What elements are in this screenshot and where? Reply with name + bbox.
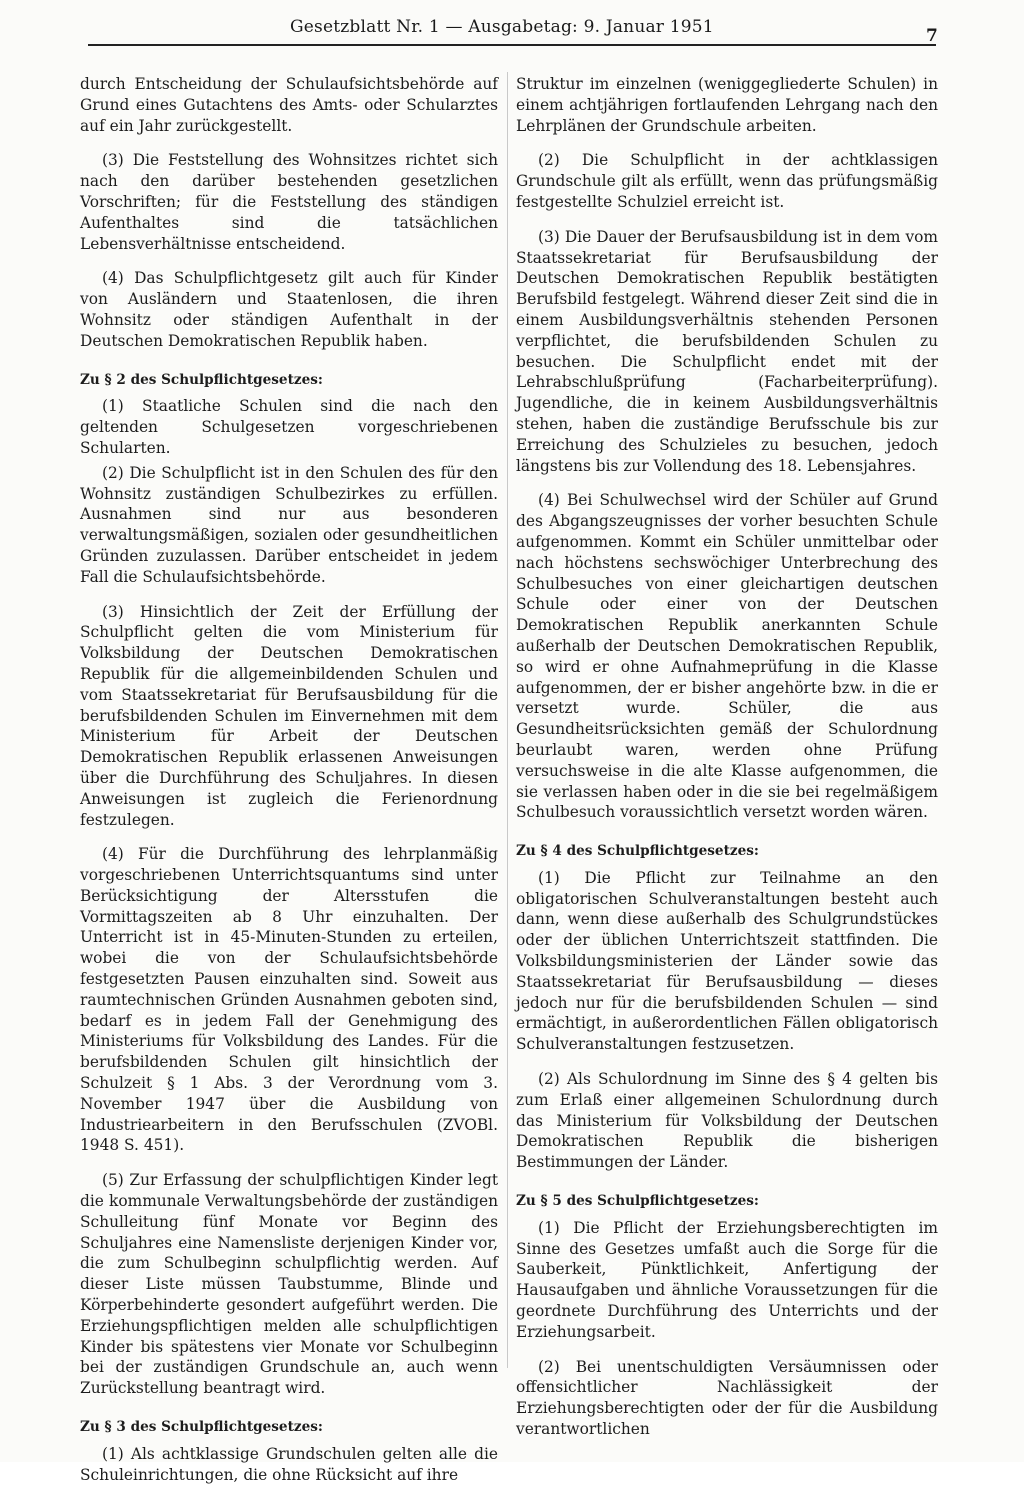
paragraph-continuation: durch Entscheidung der Schulaufsichtsbehörde auf Grund eines Gutachtens des Amts- oder Schularztes auf ein Jahr zurückgestellt. bbox=[80, 75, 498, 135]
paragraph: (2) Bei unentschuldigten Versäumnissen oder offensichtlicher Nachlässigkeit der Erziehungsberechtigten oder der für die Ausbildung verantwortlichen bbox=[516, 1357, 938, 1439]
column-divider bbox=[507, 72, 508, 1368]
paragraph: (3) Die Dauer der Berufsausbildung ist in dem vom Staatssekretariat für Berufsausbildung der Deutschen Demokratischen Republik bestätigten Berufsbild festgelegt. Während dieser Zeit sind die in einem Ausbildungsverhältnis stehenden Personen verpflichtet, die berufsbildenden Schulen zu besuchen. Die Schulpflicht endet mit der Lehrabschlußprüfung (Facharbeiterprüfung). Jugendliche, die in keinem Ausbildungsverhältnis stehen, haben die zuständige Berufsschule bis zur Erreichung des Schulzieles zu besuchen, jedoch längstens bis zur Vollendung des 18. Lebensjahres. bbox=[516, 227, 938, 475]
paragraph: (5) Zur Erfassung der schulpflichtigen Kinder legt die kommunale Verwaltungsbehörde der zuständigen Schulleitung fünf Monate vor Beginn des Schuljahres eine Namensliste derjenigen Kinder vor, die zum Schulbeginn schulpflichtig werden. Auf dieser Liste müssen Taubstumme, Blinde und Körperbehinderte gesondert aufgeführt werden. Die Erziehungspflichtigen melden alle schulpflichtigen Kinder bis spätestens vier Monate vor Schulbeginn bei der zuständigen Grundschule an, auch wenn Zurückstellung beantragt wird. bbox=[80, 1171, 498, 1398]
left-column bbox=[80, 74, 498, 1499]
section-heading: Zu § 2 des Schulpflichtgesetzes: bbox=[80, 371, 323, 388]
paragraph: (3) Die Feststellung des Wohnsitzes richtet sich nach den darüber bestehenden gesetzlichen Vorschriften; für die Feststellung des ständigen Aufenthaltes sind die tatsächlichen Lebensverhältnisse entscheidend. bbox=[80, 151, 498, 253]
paragraph-continuation: Struktur im einzelnen (weniggegliederte Schulen) in einem achtjährigen fortlaufenden Lehrgang nach den Lehrplänen der Grundschule arbeiten. bbox=[516, 75, 938, 135]
section-heading: Zu § 4 des Schulpflichtgesetzes: bbox=[516, 843, 759, 860]
paragraph: (2) Als Schulordnung im Sinne des § 4 gelten bis zum Erlaß einer allgemeinen Schulordnung durch das Ministerium für Volksbildung der Deutschen Demokratischen Republik die bisherigen Bestimmungen der Länder. bbox=[516, 1070, 938, 1172]
right-column bbox=[516, 74, 938, 1454]
section-heading: Zu § 3 des Schulpflichtgesetzes: bbox=[80, 1419, 323, 1436]
paragraph: (1) Die Pflicht zur Teilnahme an den obligatorischen Schulveranstaltungen besteht auch dann, wenn diese außerhalb des Schulgrundstückes oder der üblichen Unterrichtszeit stattfinden. Die Volksbildungsministerien der Länder sowie das Staatssekretariat für Berufsausbildung — dieses jedoch nur für die berufsbildenden Schulen — sind ermächtigt, in außerordentlichen Fällen obligatorisch Schulveranstaltungen festzusetzen. bbox=[516, 868, 938, 1054]
paragraph: (1) Staatliche Schulen sind die nach den geltenden Schulgesetzen vorgeschriebenen Schularten. bbox=[80, 397, 498, 457]
page-header: Gesetzblatt Nr. 1 — Ausgabetag: 9. Januar 1951 bbox=[290, 17, 714, 37]
paragraph: (3) Hinsichtlich der Zeit der Erfüllung der Schulpflicht gelten die vom Ministerium für Volksbildung der Deutschen Demokratischen Republik für die allgemeinbildenden Schulen und vom Staatssekretariat für Berufsausbildung für die berufsbildenden Schulen im Einvernehmen mit dem Ministerium für Arbeit der Deutschen Demokratischen Republik erlassenen Anweisungen über die Durchführung des Schuljahres. In diesen Anweisungen ist zugleich die Ferienordnung festzulegen. bbox=[80, 602, 498, 829]
paragraph: (1) Als achtklassige Grundschulen gelten alle die Schuleinrichtungen, die ohne Rücksicht auf ihre bbox=[80, 1444, 498, 1484]
paragraph: (2) Die Schulpflicht ist in den Schulen des für den Wohnsitz zuständigen Schulbezirkes zu erfüllen. Ausnahmen sind nur aus besonderen verwaltungsmäßigen, sozialen oder gesundheitlichen Gründen zuzulassen. Darüber entscheidet in jedem Fall die Schulaufsichtsbehörde. bbox=[80, 463, 498, 586]
paragraph: (1) Die Pflicht der Erziehungsberechtigten im Sinne des Gesetzes umfaßt auch die Sorge für die Sauberkeit, Pünktlichkeit, Anfertigung der Hausaufgaben und ähnliche Voraussetzungen für die geordnete Durchführung des Unterrichts und der Erziehungsarbeit. bbox=[516, 1218, 938, 1341]
section-heading: Zu § 5 des Schulpflichtgesetzes: bbox=[516, 1193, 759, 1210]
page-number: 7 bbox=[926, 26, 938, 46]
paragraph: (4) Bei Schulwechsel wird der Schüler auf Grund des Abgangszeugnisses der vorher besuchten Schule aufgenommen. Kommt ein Schüler unmittelbar oder nach höchstens sechswöchiger Unterbrechung des Schulbesuches von einer gleichartigen deutschen Schule oder einer von der Deutschen Demokratischen Republik anerkannten Schule außerhalb der Deutschen Demokratischen Republik, so wird er ohne Aufnahmeprüfung in die Klasse aufgenommen, der er bisher angehörte bzw. in die er versetzt wurde. Schüler, die aus Gesundheitsrücksichten gemäß der Schulordnung beurlaubt waren, werden ohne Prüfung versuchsweise in die alte Klasse aufgenommen, die sie verlassen haben oder in die sie bei regelmäßigem Schulbesuch voraussichtlich versetzt worden wären. bbox=[516, 491, 938, 822]
header-rule bbox=[88, 44, 936, 46]
paragraph: (4) Für die Durchführung des lehrplanmäßig vorgeschriebenen Unterrichtsquantums sind unter Berücksichtigung der Altersstufen die Vormittagszeiten ab 8 Uhr einzuhalten. Der Unterricht ist in 45-Minuten-Stunden zu erteilen, wobei die von der Schulaufsichtsbehörde festgesetzten Pausen einzuhalten sind. Soweit aus raumtechnischen Gründen Ausnahmen geboten sind, bedarf es in jedem Fall der Genehmigung des Ministeriums für Volksbildung des Landes. Für die berufsbildenden Schulen gilt hinsichtlich der Schulzeit § 1 Abs. 3 der Verordnung vom 3. November 1947 über die Ausbildung von Industriearbeitern in den Berufsschulen (ZVOBl. 1948 S. 451). bbox=[80, 845, 498, 1155]
paragraph: (4) Das Schulpflichtgesetz gilt auch für Kinder von Ausländern und Staatenlosen, die ihren Wohnsitz oder ständigen Aufenthalt in der Deutschen Demokratischen Republik haben. bbox=[80, 269, 498, 350]
paragraph: (2) Die Schulpflicht in der achtklassigen Grundschule gilt als erfüllt, wenn das prüfungsmäßig festgestellte Schulziel erreicht ist. bbox=[516, 151, 938, 211]
